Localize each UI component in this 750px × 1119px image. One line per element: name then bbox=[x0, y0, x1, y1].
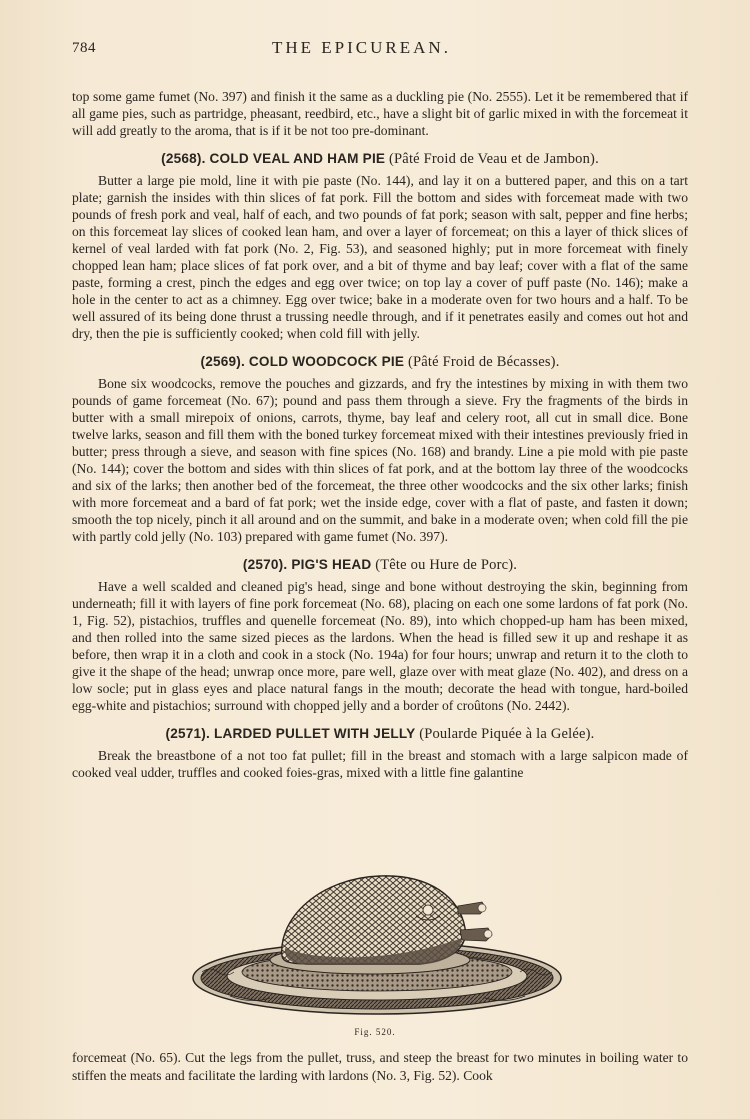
recipe-french-title: (Poularde Piquée à la Gelée). bbox=[419, 726, 595, 742]
recipe-french-title: (Tête ou Hure de Porc). bbox=[375, 557, 518, 573]
running-title: THE EPICUREAN. bbox=[272, 38, 451, 57]
page-header bbox=[72, 38, 688, 64]
recipe-heading-2571 bbox=[72, 725, 688, 743]
page-number: 784 bbox=[72, 40, 96, 56]
recipe-heading-2569 bbox=[72, 353, 688, 371]
recipe-heading-2570 bbox=[72, 556, 688, 574]
recipe-french-title: (Pâté Froid de Veau et de Jambon). bbox=[389, 151, 599, 167]
recipe-title: (2568). COLD VEAL AND HAM PIE bbox=[161, 151, 386, 166]
recipe-text-2571: Break the breastbone of a not too fat pullet; fill in the breast and stomach with a large salpicon made of cooked veal udder, truffles and cooked foies-gras, mixed with a little fine galantine bbox=[72, 748, 688, 780]
recipe-title: (2571). LARDED PULLET WITH JELLY bbox=[165, 726, 416, 741]
recipe-text-2570: Have a well scalded and cleaned pig's head, singe and bone without destroying the skin, beginning from underneath; fill it with layers of fine pork forcemeat (No. 68), placing on each one some lardons of fat pork (No. 1, Fig. 52), pistachios, truffles and quenelle forcemeat (No. 89), into which chopped-up ham has been mixed, and then rolled into the same sized pieces as the lardons. When the head is filled sew it up and reshape it as before, then wrap it in a cloth and cook in a stock (No. 194a) for four hours; unwrap and return it to the cloth to give it the shape of the head; unwrap once more, pare well, glaze over with meat glaze (No. 402), and dress on a low socle; put in glass eyes and place natural fangs in the mouth; decorate the head with tongue, hard-boiled egg-white and pistachios; surround with chopped jelly and a border of croûtons (No. 2442). bbox=[72, 579, 688, 713]
recipe-text-2568: Butter a large pie mold, line it with pie paste (No. 144), and lay it on a buttered paper, and this on a tart plate; garnish the insides with thin slices of fat pork. Fill the bottom and sides with forcemeat made with two pounds of fresh pork and veal, half of each, and two pounds of fat pork; season with salt, pepper and fine herbs; on this forcemeat lay slices of cooked lean ham, and over a layer of forcemeat; on this a layer of thick slices of kernel of veal larded with fat pork (No. 2, Fig. 53), and seasoned highly; put in more forcemeat with finely chopped lean ham; place slices of fat pork over, and a bit of thyme and bay leaf; cover with a flat of the same paste, forming a crest, pinch the edges and egg over twice; on top lay a cover of puff paste (No. 146); make a hole in the center to act as a chimney. Egg over twice; bake in a moderate oven for two hours and a half. To be well assured of its being done thrust a trussing needle through, and if it penetrates easily and comes out hot and dry, then the pie is sufficiently cooked; when cold fill with jelly. bbox=[72, 173, 688, 341]
recipe-title: (2570). PIG'S HEAD bbox=[242, 557, 372, 572]
recipe-heading-2568 bbox=[72, 150, 688, 168]
continuation-paragraph: forcemeat (No. 65). Cut the legs from the pullet, truss, and steep the breast for two minutes in boiling water to stiffen the meats and facilitate the larding with lardons (No. 3, Fig. 52). Cook bbox=[72, 1050, 688, 1083]
larded-pullet-illustration bbox=[190, 868, 565, 1023]
larded-pullet-on-platter-icon bbox=[190, 868, 565, 1023]
intro-paragraph: top some game fumet (No. 397) and finish it the same as a duckling pie (No. 2555). Let it be remembered that if all game pies, such as partridge, pheasant, reedbird, etc., have a slight bit of garlic mixed in with the forcemeat it will add greatly to the aroma, that is if it be not too pre-dominant. bbox=[72, 89, 688, 138]
page-body bbox=[72, 88, 688, 781]
recipe-title: (2569). COLD WOODCOCK PIE bbox=[200, 354, 405, 369]
recipe-text-2569: Bone six woodcocks, remove the pouches and gizzards, and fry the intestines by mixing in with them two pounds of game forcemeat (No. 67); pound and pass them through a sieve. Fry the fragments of the birds in butter with a small mirepoix of onions, carrots, thyme, bay leaf and celery root, all cut in small dice. Bone twelve larks, season and fill them with the boned turkey forcemeat mixed with their intestines previously fried in butter; press through a sieve, and season with fine spices (No. 168) and brandy. Line a pie mold with pie paste (No. 144); cover the bottom and sides with thin slices of fat pork, and at the bottom lay three of the woodcocks and six of the larks; then another bed of the forcemeat, the three other woodcocks and the six other larks; finish with more forcemeat and a bard of fat pork; wet the inside edge, cover with a flat of paste, and fasten it down; smooth the top nicely, pinch it all around and on the summit, and bake in a moderate oven; when cold fill the pie with partly cold jelly (No. 103) prepared with game fumet (No. 397). bbox=[72, 376, 688, 544]
figure-caption: Fig. 520. bbox=[354, 1027, 396, 1037]
recipe-french-title: (Pâté Froid de Bécasses). bbox=[407, 354, 560, 370]
continuation-text bbox=[72, 1049, 688, 1085]
